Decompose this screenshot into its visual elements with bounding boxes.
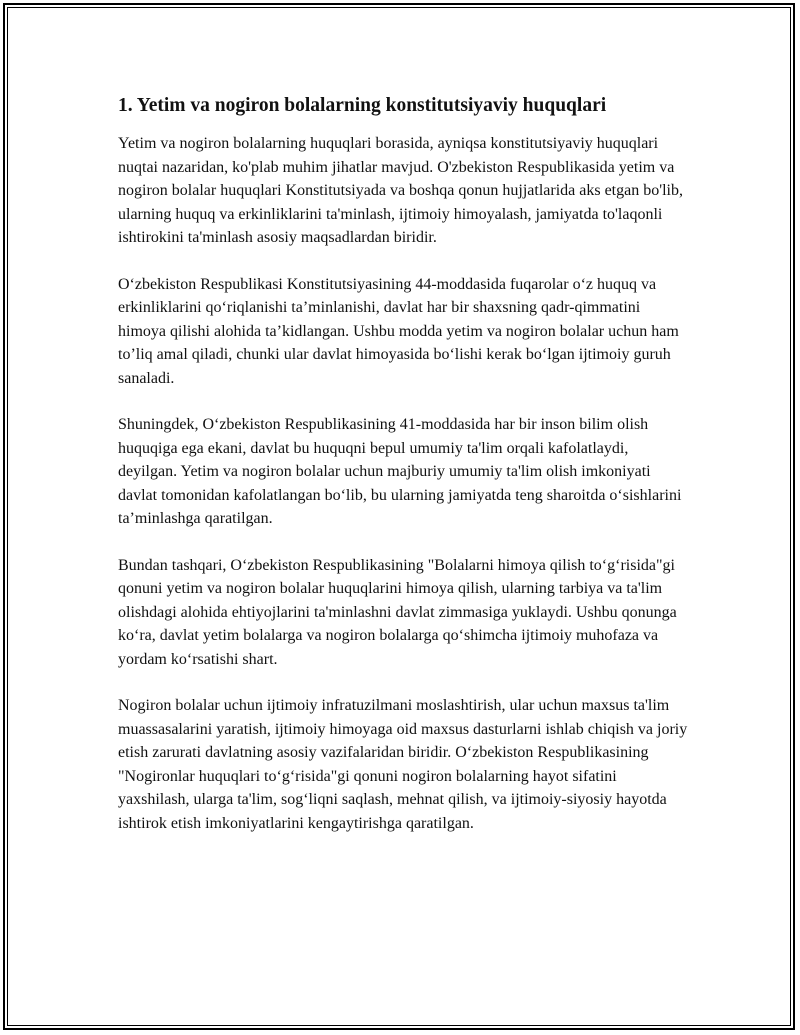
document-body [118,93,688,858]
paragraph-3: Shuningdek, O‘zbekiston Respublikasining 41-moddasida har bir inson bilim olish huquqiga ega ekani, davlat bu huquqni bepul umumiy ta'lim orqali kafolatlaydi, deyilgan. Yetim va nogiron bolalar uchun majburiy umumiy ta'lim olish imkoniyati davlat tomonidan kafolatlangan bo‘lib, bu ularning jamiyatda teng sharoitda o‘sishlarini ta’minlashga qaratilgan. [118,416,682,527]
paragraph-2: O‘zbekiston Respublikasi Konstitutsiyasining 44-moddasida fuqarolar o‘z huquq va erkinliklarini qo‘riqlanishi ta’minlanishi, davlat har bir shaxsning qadr-qimmatini himoya qilishi alohida ta’kidlangan. Ushbu modda yetim va nogiron bolalar uchun ham to’liq amal qiladi, chunki ular davlat himoyasida bo‘lishi kerak bo‘lgan ijtimoiy guruh sanaladi. [118,275,679,387]
section-heading: 1. Yetim va nogiron bolalarning konstitutsiyaviy huquqlari [118,95,607,116]
paragraph-1: Yetim va nogiron bolalarning huquqlari borasida, ayniqsa konstitutsiyaviy huquqlari nuqtai nazaridan, ko'plab muhim jihatlar mavjud. O'zbekiston Respublikasida yetim va nogiron bolalar huquqlari Konstitutsiyada va boshqa qonun hujjatlarida aks etgan bo'lib, ularning huquq va erkinliklarini ta'minlash, ijtimoiy himoyalash, jamiyatda to'laqonli ishtirokini ta'minlash asosiy maqsadlardan biridir. [118,135,683,246]
paragraph-4: Bundan tashqari, O‘zbekiston Respublikasining "Bolalarni himoya qilish to‘g‘risida"gi qonuni yetim va nogiron bolalar huquqlarini himoya qilish, ularning tarbiya va ta'lim olishdagi alohida ehtiyojlarini ta'minlashni davlat zimmasiga yuklaydi. Ushbu qonunga ko‘ra, davlat yetim bolalarga va nogiron bolalarga qo‘shimcha ijtimoiy muhofaza va yordam ko‘rsatishi shart. [118,556,677,668]
paragraph-5: Nogiron bolalar uchun ijtimoiy infratuzilmani moslashtirish, ular uchun maxsus ta'lim muassasalarini yaratish, ijtimoiy himoyaga oid maxsus dasturlarni ishlab chiqish va joriy etish zarurati davlatning asosiy vazifalaridan biridir. O‘zbekiston Respublikasining "Nogironlar huquqlari to‘g‘risida"gi qonuni nogiron bolalarning hayot sifatini yaxshilash, ularga ta'lim, sog‘liqni saqlash, mehnat qilish, va ijtimoiy-siyosiy hayotda ishtirok etish imkoniyatlarini kengaytirishga qaratilgan. [118,697,688,832]
